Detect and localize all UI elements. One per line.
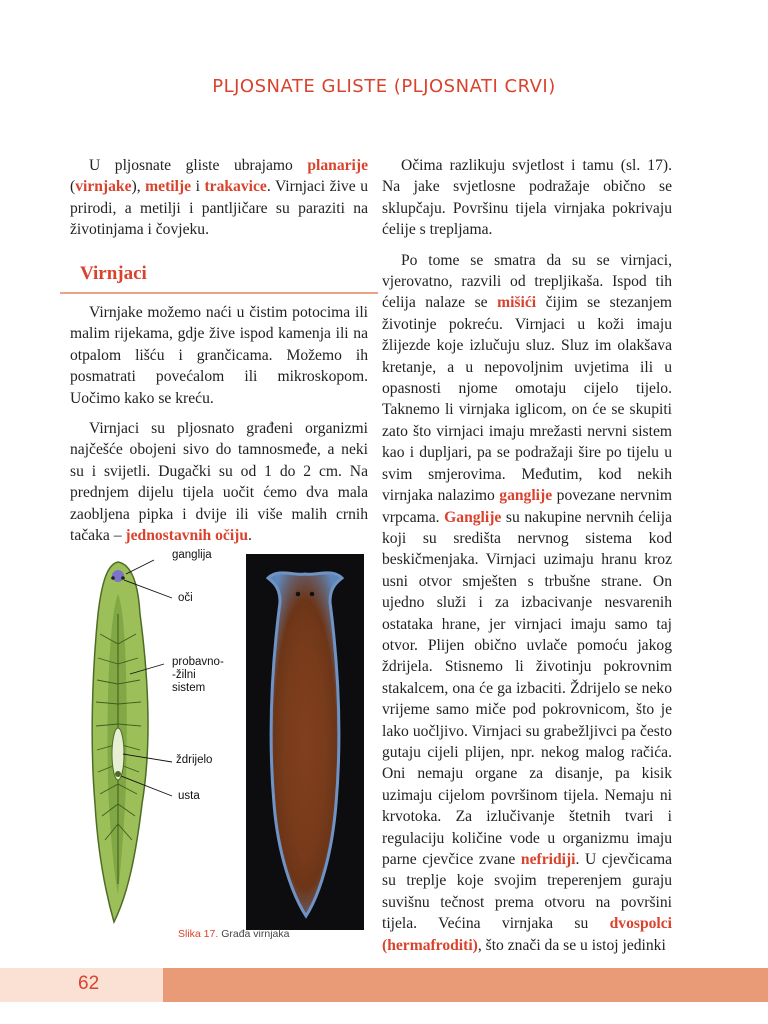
paragraph-text: , što znači da se u istoj jedinki [477, 936, 666, 954]
page-number: 62 [78, 973, 100, 994]
intro-text: . Virnjaci žive u prirodi, a metilji i pantljičare su paraziti na životinjama i čovjeku. [70, 178, 368, 239]
term-jednostavne-oci: jednostavnih očiju [125, 527, 249, 545]
paragraph-text: su nakupine nervnih ćelija koji su središta nervnog sistema kod beskičmenjaka. Virnjaci uzimaju hranu kroz usni otvor smješten s trbušne strane. On ujedno služi i za izbacivanje nesvarenih ostataka hrane, jer virnjaci imaju samo taj otvor. Plijen obično uvlače pomoću jakog ždrijela. Stisnemo li životinju pokrovnim stakalcem, ona će ga izbaciti. Ždrijelo se neko vrijeme samo miče pod pokrovnicom, što je lako uočljivo. Virnjaci su grabežljivci pa često gutaju cijeli plijen, npr. nekog malog račića. Oni nemaju organe za disanje, pa kisik uzimaju cijelom površinom tijela. Nemaju ni krvotoka. Za izlučivanje štetnih tvari i regulaciju količine vode u organizmu imaju parne cjevčice zvane [382, 508, 672, 868]
term-dvospolci: dvospolci (hermafroditi) [382, 915, 672, 954]
caption-text: Građa virnjaka [218, 928, 290, 940]
figure-17 [90, 549, 380, 940]
term-metilje: metilje [145, 178, 192, 196]
term-misici: mišići [497, 294, 537, 312]
section-heading-virnjaci: Virnjaci [80, 262, 147, 284]
intro-paragraph [70, 155, 368, 241]
paragraph-habitat: Virnjake možemo naći u čistim potocima ili malim rijekama, gdje žive ispod kamenja ili na otpalom lišću i grančicama. Možemo ih posmatrati povećalom ili mikroskopom. Uočimo kako se kreću. [70, 304, 368, 407]
intro-text: U pljosnate gliste ubrajamo [89, 157, 308, 174]
intro-text: ), [131, 178, 146, 196]
term-virnjake: virnjake [75, 178, 132, 196]
intro-text: i [191, 178, 205, 196]
caption-label: Slika 17. [178, 928, 219, 940]
page-title: PLJOSNATE GLISTE (PLJOSNATI CRVI) [212, 76, 556, 97]
footer-bar [163, 968, 768, 1002]
label-line: sistem [172, 682, 206, 694]
label-line: probavno- [172, 656, 224, 668]
planaria-photo [246, 554, 364, 930]
right-column [382, 155, 672, 965]
label-zdrijelo: ždrijelo [176, 754, 213, 766]
paragraph-text: čijim se stezanjem životinje pokreću. Virnjaci u koži imaju žlijezde koje izlučuju sluz. Sluz im olakšava kretanje, a u nepovoljnim uvjetima ili u opasnosti njome omotaju cijelo tijelo. Taknemo li virnjaka iglicom, on će se skupiti zato što virnjaci imaju mrežasti nervni sistem kao i dupljari, pa se podražaji šire po tijelu u svim smjerovima. Međutim, kod nekih virnjaka nalazimo [382, 294, 673, 505]
paragraph-text: povezane nervnim vrpcama. [382, 487, 672, 526]
paragraph-text: . U cjevčicama su treplje koje svojim treperenjem guraju suvišnu tečnost prema otvoru na površini tijela. Većina virnjaka su [382, 851, 672, 933]
paragraph-text: . [248, 527, 252, 545]
paragraph-anatomy [382, 250, 672, 956]
term-planarije: planarije [307, 157, 368, 174]
planaria-photo-image [246, 554, 364, 930]
label-line: -žilni [172, 669, 196, 681]
label-usta: usta [178, 790, 200, 802]
paragraph-eyes: Očima razlikuju svjetlost i tamu (sl. 17). Na jake svjetlosne podražaje obično se sklupčaju. Površinu tijela virnjaka pokrivaju ćelije s trepljama. [382, 157, 672, 239]
term-ganglije-2: Ganglije [444, 508, 502, 526]
term-nefridiji: nefridiji [520, 851, 576, 868]
label-probavno-zilni-sistem [172, 656, 224, 695]
paragraph-appearance [70, 418, 368, 546]
label-ganglija: ganglija [172, 549, 212, 561]
heading-divider [60, 292, 378, 294]
paragraph-text: Virnjaci su pljosnato građeni organizmi najčešće obojeni sivo do tamnosmeđe, a neki su i svijetli. Dugački su od 1 do 2 cm. Na prednjem dijelu tijela uočit ćemo dva mala zaobljena pipka i dvije ili više malih crnih tačaka – [70, 420, 368, 545]
left-column [70, 155, 368, 556]
term-ganglije: ganglije [499, 487, 553, 505]
term-trakavice: trakavice [204, 178, 267, 196]
intro-text: ( [70, 178, 76, 196]
planaria-diagram [90, 554, 240, 930]
figure-caption [178, 928, 289, 940]
label-oci: oči [178, 592, 193, 604]
paragraph-text: Po tome se smatra da su se virnjaci, vjerovatno, razvili od trepljikaša. Ispod tih ćelija nalaze se [382, 251, 672, 312]
